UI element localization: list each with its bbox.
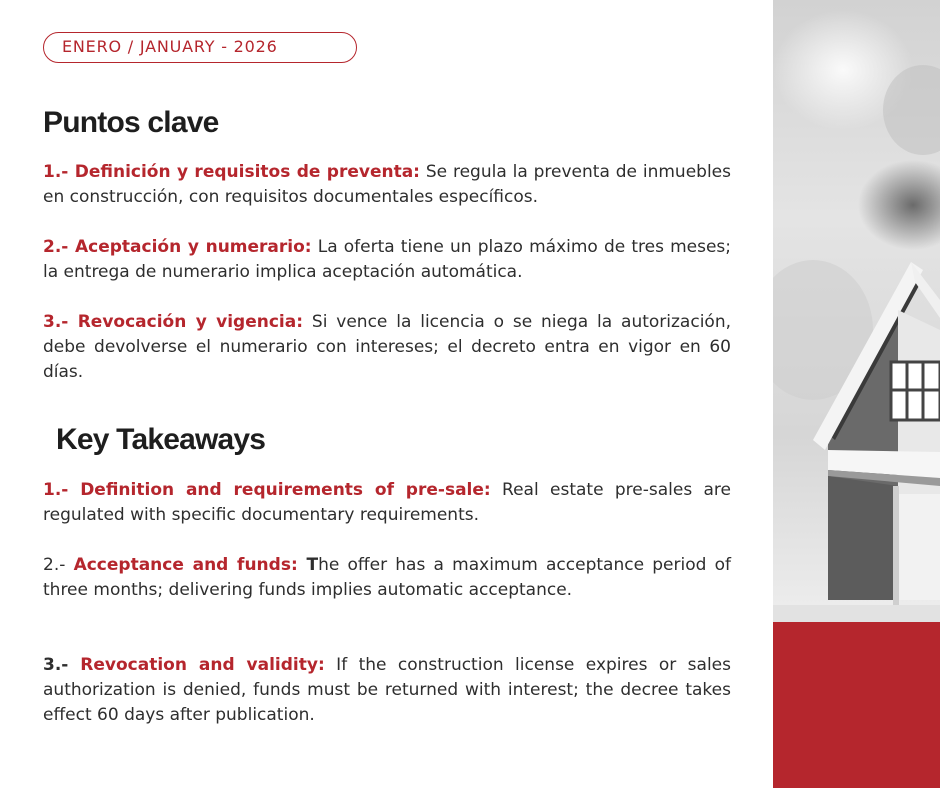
es-point-3-text: Si vence la licencia o se niega la autorización, debe devolverse el numerario con intereses; el decreto entra en vigor en 60 días.: [43, 312, 731, 382]
es-point-3-lead: 3.- Revocación y vigencia:: [43, 312, 304, 332]
es-point-1-lead: 1.- Definición y requisitos de preventa:: [43, 162, 420, 182]
en-point-1-lead: 1.- Definition and requirements of pre-sale:: [43, 480, 491, 500]
en-point-2-lead: Acceptance and funds:: [73, 555, 298, 575]
es-point-2-lead: 2.- Aceptación y numerario:: [43, 237, 312, 257]
en-point-2-text: he offer has a maximum acceptance period of three months; delivering funds implies automatic acceptance.: [43, 555, 731, 600]
date-badge: ENERO / JANUARY - 2026: [43, 32, 357, 63]
es-point-1-text: Se regula la preventa de inmuebles en construcción, con requisitos documentales específicos.: [43, 162, 731, 207]
en-point-1-text: Real estate pre-sales are regulated with specific documentary requirements.: [43, 480, 732, 525]
en-point-2-prefix: 2.-: [43, 555, 74, 575]
en-point-2-bold-letter: T: [297, 555, 319, 575]
es-point-3: [43, 310, 731, 385]
en-point-3-lead: Revocation and validity:: [80, 655, 325, 675]
heading-key-takeaways: Key Takeaways: [56, 423, 266, 456]
es-point-1: [43, 160, 731, 210]
house-model-photo: [773, 0, 940, 622]
en-point-1: [43, 478, 731, 528]
en-point-2: [43, 553, 731, 603]
heading-puntos-clave: Puntos clave: [43, 106, 219, 139]
es-point-2: [43, 235, 731, 285]
en-point-3: [43, 653, 731, 728]
house-model-icon: [773, 0, 940, 622]
en-point-3-text: If the construction license expires or sales authorization is denied, funds must be returned with interest; the decree takes effect 60 days after publication.: [43, 655, 731, 725]
es-point-2-text: La oferta tiene un plazo máximo de tres meses; la entrega de numerario implica aceptación automática.: [43, 237, 731, 282]
en-point-3-prefix: 3.-: [43, 655, 81, 675]
accent-block: [773, 622, 940, 788]
